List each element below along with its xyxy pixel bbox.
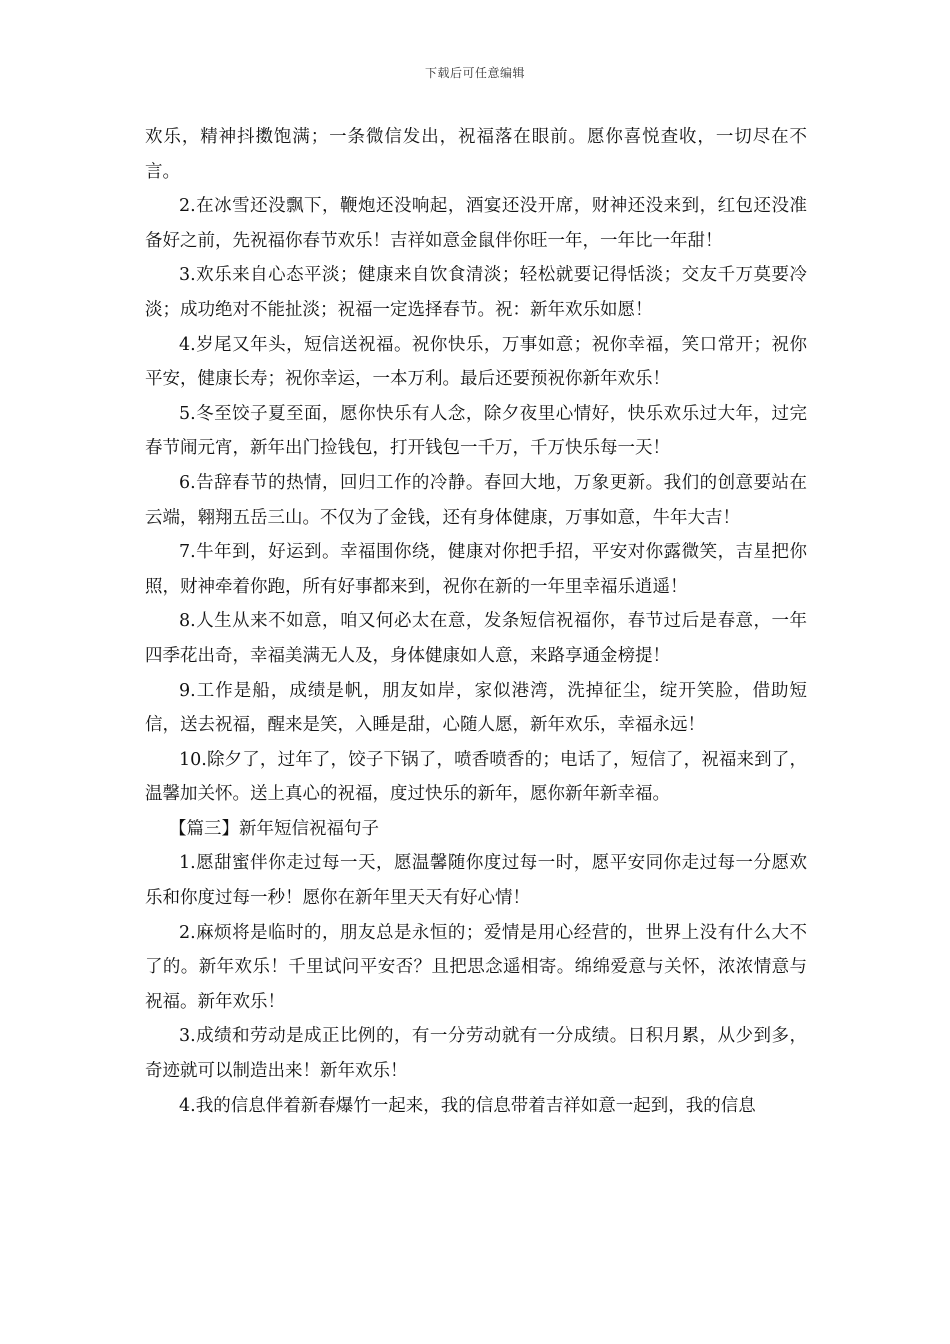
paragraph-8: 8.人生从来不如意，咱又何必太在意，发条短信祝福你，春节过后是春意，一年四季花出奇，幸福美满无人及，身体健康如人意，来路享通金榜提！ (145, 611, 807, 666)
document-body (145, 120, 807, 1123)
section-3-paragraph-3: 3.成绩和劳动是成正比例的，有一分劳动就有一分成绩。日积月累，从少到多，奇迹就可以制造出来！新年欢乐！ (145, 1026, 807, 1082)
paragraph-10: 10.除夕了，过年了，饺子下锅了，喷香喷香的；电话了，短信了，祝福来到了，温馨加关怀。送上真心的祝福，度过快乐的新年，愿你新年新幸福。 (145, 749, 807, 805)
paragraph-3: 3.欢乐来自心态平淡；健康来自饮食清淡；轻松就要记得恬淡；交友千万莫要冷淡；成功绝对不能扯淡；祝福一定选择春节。祝：新年欢乐如愿！ (145, 265, 807, 320)
paragraph-9: 9.工作是船，成绩是帆，朋友如岸，家似港湾，洗掉征尘，绽开笑脸，借助短信，送去祝福，醒来是笑，入睡是甜，心随人愿，新年欢乐，幸福永远！ (145, 680, 807, 736)
section-3-paragraph-1: 1.愿甜蜜伴你走过每一天，愿温馨随你度过每一时，愿平安同你走过每一分愿欢乐和你度过每一秒！愿你在新年里天天有好心情！ (145, 853, 807, 909)
section-3-paragraph-4: 4.我的信息伴着新春爆竹一起来，我的信息带着吉祥如意一起到，我的信息 (179, 1095, 756, 1116)
paragraph-5: 5.冬至饺子夏至面，愿你快乐有人念，除夕夜里心情好，快乐欢乐过大年，过完春节闹元宵，新年出门捡钱包，打开钱包一千万，千万快乐每一天！ (145, 403, 807, 459)
section-3-title: 【篇三】新年短信祝福句子 (169, 818, 379, 839)
paragraph-2: 2.在冰雪还没飘下，鞭炮还没响起，酒宴还没开席，财神还没来到，红包还没准备好之前，先祝福你春节欢乐！吉祥如意金鼠伴你旺一年，一年比一年甜！ (145, 196, 807, 251)
page-header: 下载后可任意编辑 (424, 66, 525, 80)
paragraph-7: 7.牛年到，好运到。幸福围你绕，健康对你把手招，平安对你露微笑，吉星把你照，财神牵着你跑，所有好事都来到，祝你在新的一年里幸福乐逍遥！ (145, 542, 807, 597)
paragraph-6: 6.告辞春节的热情，回归工作的冷静。春回大地，万象更新。我们的创意要站在云端，翱翔五岳三山。不仅为了金钱，还有身体健康，万事如意，牛年大吉！ (145, 472, 807, 528)
paragraph-4: 4.岁尾又年头，短信送祝福。祝你快乐，万事如意；祝你幸福，笑口常开；祝你平安，健康长寿；祝你幸运，一本万利。最后还要预祝你新年欢乐！ (145, 334, 807, 390)
section-3-paragraph-2: 2.麻烦将是临时的，朋友总是永恒的；爱情是用心经营的，世界上没有什么大不了的。新年欢乐！千里试问平安否？且把思念遥相寄。绵绵爱意与关怀，浓浓情意与祝福。新年欢乐！ (145, 922, 807, 1012)
paragraph-continued: 欢乐，精神抖擞饱满；一条微信发出，祝福落在眼前。愿你喜悦查收，一切尽在不言。 (145, 127, 807, 182)
